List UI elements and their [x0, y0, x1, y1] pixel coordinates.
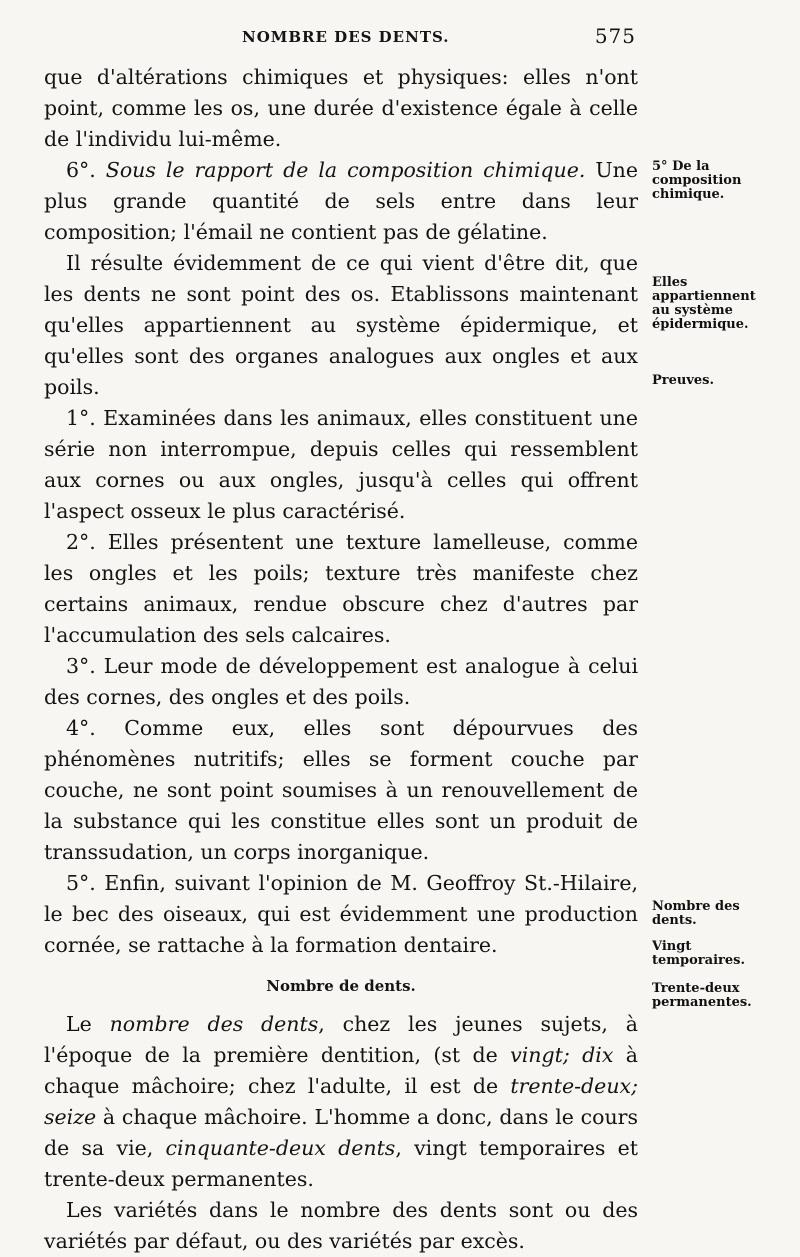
- paragraph-9: [44, 1009, 638, 1195]
- p9-italic-b: nombre des dents: [109, 1012, 319, 1036]
- p9-text-c: , chez les jeunes sujets, à l'époque de la première dentition, (st de: [44, 1012, 638, 1067]
- paragraph-7: 4°. Comme eux, elles sont dépourvues des phénomènes nutritifs; elles se forment couche par couche, ne sont point soumises à un renouvellement de la substance qui les constitue elles sont un produit de transsudation, un corps inorganique.: [44, 716, 638, 864]
- margin-note-epidermique: Elles appartiennent au système épidermique.: [652, 275, 756, 332]
- p9-text-a: Le: [66, 1012, 110, 1036]
- margin-note-permanentes: Trente-deux permanentes.: [652, 981, 752, 1010]
- margin-note-composition: 5° De la composition chimique.: [652, 159, 742, 202]
- margin-note-temporaires: Vingt temporaires.: [652, 939, 745, 968]
- paragraph-5: 2°. Elles présentent une texture lamelleuse, comme les ongles et les poils; texture très manifeste chez certains animaux, rendue obscure chez d'autres par l'accumulation des sels calcaires.: [44, 530, 638, 647]
- p9-text-e: à chaque mâchoire; chez l'adulte, il est de: [44, 1043, 638, 1098]
- p9-text-g: à chaque mâchoire. L'homme a donc, dans le cours de sa vie,: [44, 1105, 638, 1160]
- paragraph-2-number: 6°.: [66, 158, 96, 182]
- p9-italic-h: cinquante-deux dents: [165, 1136, 396, 1160]
- section-subheading: Nombre de dents.: [266, 977, 416, 995]
- margin-note-nombre: Nombre des dents.: [652, 899, 740, 928]
- paragraph-1: que d'altérations chimiques et physiques: elles n'ont point, comme les os, une durée d'existence égale à celle de l'individu lui-même.: [44, 65, 638, 151]
- p9-italic-f: trente-deux; seize: [44, 1074, 638, 1129]
- p9-italic-d: vingt; dix: [510, 1043, 614, 1067]
- margin-note-preuves: Preuves.: [652, 373, 715, 388]
- paragraph-2: [44, 155, 638, 248]
- p9-text-i: , vingt temporaires et trente-deux permanentes.: [44, 1136, 638, 1191]
- paragraph-3: Il résulte évidemment de ce qui vient d'être dit, que les dents ne sont point des os. Etablissons maintenant qu'elles appartiennent au système épidermique, et qu'elles sont des organes analogues aux ongles et aux poils.: [44, 251, 638, 399]
- paragraph-10: Les variétés dans le nombre des dents sont ou des variétés par défaut, ou des variétés par excès.: [44, 1198, 638, 1253]
- page-number: 575: [594, 24, 636, 48]
- paragraph-4: 1°. Examinées dans les animaux, elles constituent une série non interrompue, depuis celles qui ressemblent aux cornes ou aux ongles, jusqu'à celles qui offrent l'aspect osseux le plus caractérisé.: [44, 406, 638, 523]
- paragraph-8: 5°. Enfin, suivant l'opinion de M. Geoffroy St.-Hilaire, le bec des oiseaux, qui est évidemment une production cornée, se rattache à la formation dentaire.: [44, 871, 638, 957]
- paragraph-2-italic: Sous le rapport de la composition chimique.: [105, 158, 586, 182]
- running-title: NOMBRE DES DENTS.: [242, 28, 450, 46]
- body-text: [44, 62, 638, 1257]
- paragraph-2-rest: Une plus grande quantité de sels entre dans leur composition; l'émail ne contient pas de gélatine.: [44, 158, 638, 244]
- paragraph-6: 3°. Leur mode de développement est analogue à celui des cornes, des ongles et des poils.: [44, 654, 638, 709]
